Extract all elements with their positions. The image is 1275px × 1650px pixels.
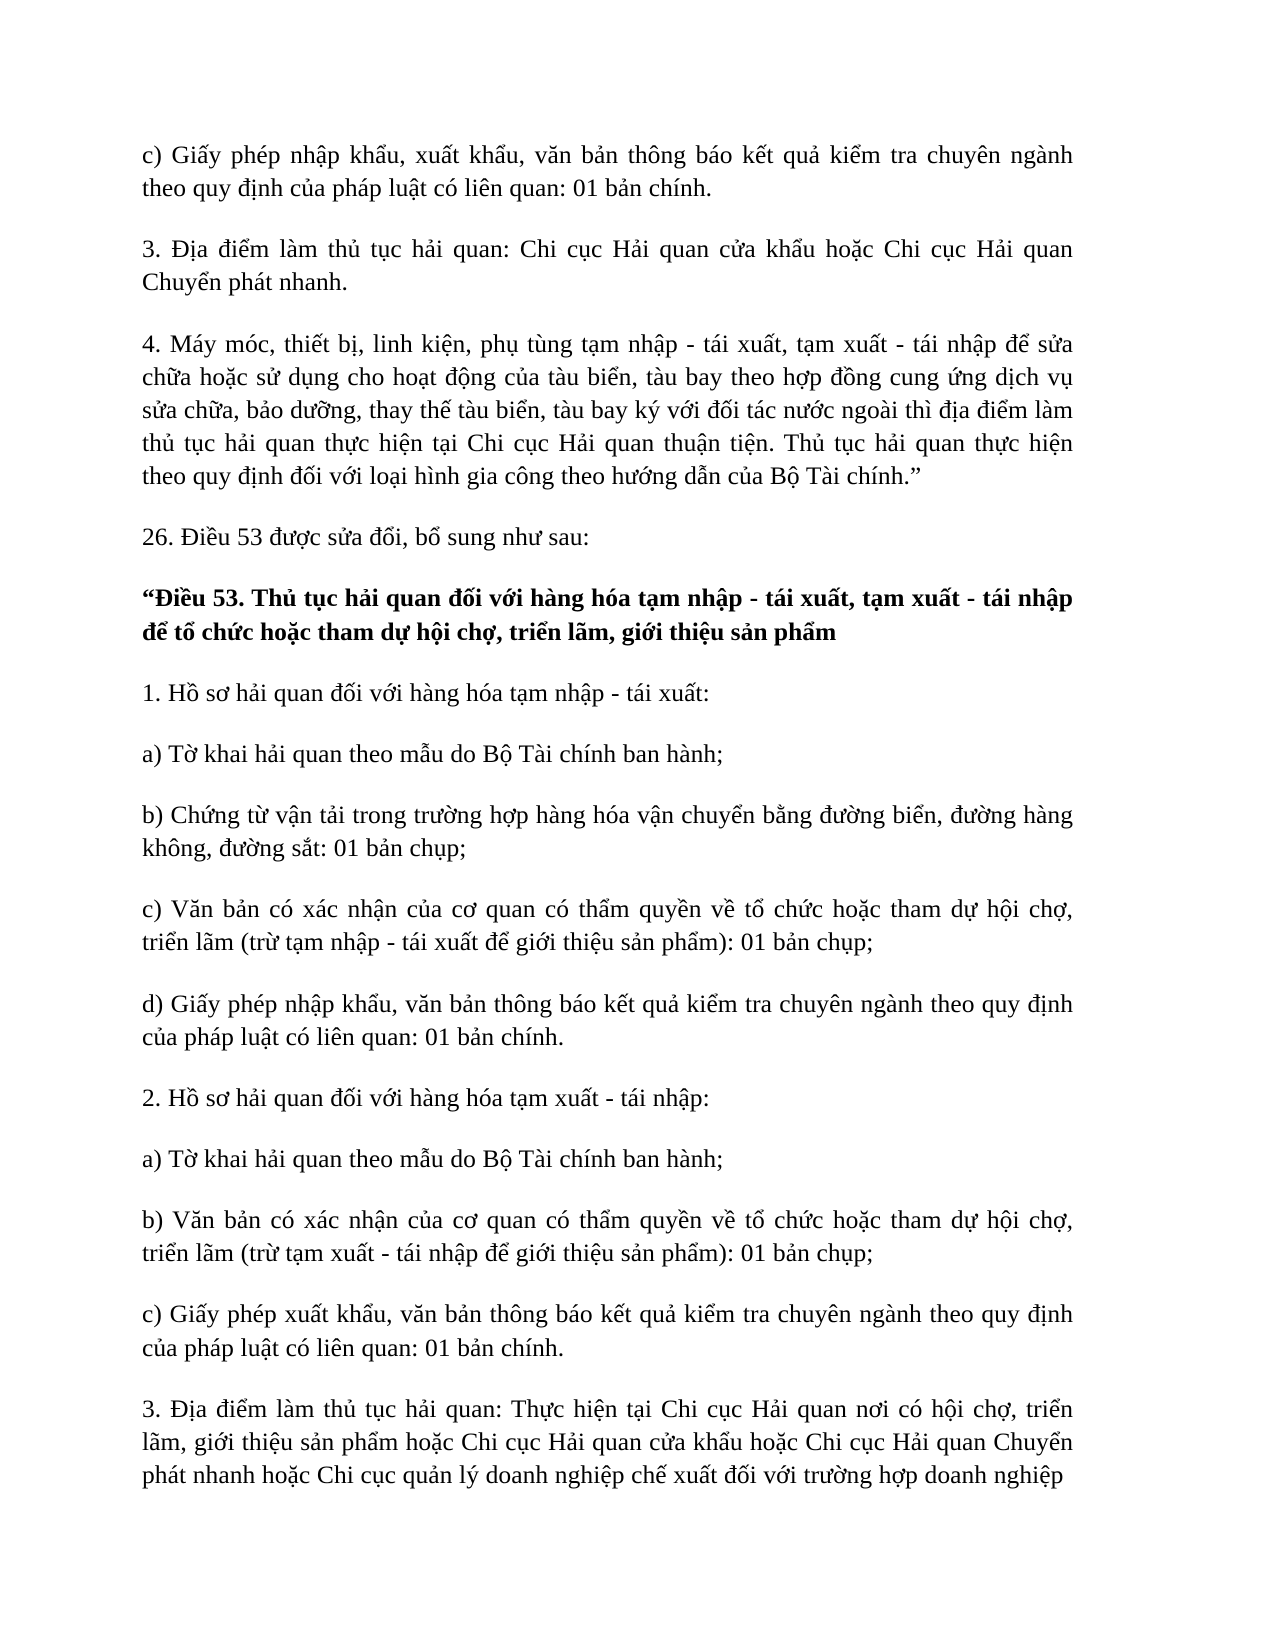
paragraph-2a-to-khai-hai-quan: a) Tờ khai hải quan theo mẫu do Bộ Tài chính ban hành; — [142, 1143, 724, 1173]
document-body — [142, 138, 1073, 1491]
heading-dieu-53: “Điều 53. Thủ tục hải quan đối với hàng hóa tạm nhập - tái xuất, tạm xuất - tái nhập để tổ chức hoặc tham dự hội chợ, triển lãm, giới thiệu sản phẩm — [142, 583, 1073, 646]
paragraph-c-giay-phep-nhap-khau: c) Giấy phép nhập khẩu, xuất khẩu, văn bản thông báo kết quả kiểm tra chuyên ngành theo quy định của pháp luật có liên quan: 01 bản chính. — [142, 140, 1073, 203]
paragraph-26-dieu-53-sua-doi: 26. Điều 53 được sửa đổi, bổ sung như sau: — [142, 522, 590, 552]
paragraph-3-dia-diem-thuc-hien: 3. Địa điểm làm thủ tục hải quan: Thực hiện tại Chi cục Hải quan nơi có hội chợ, triển lãm, giới thiệu sản phẩm hoặc Chi cục Hải quan cửa khẩu hoặc Chi cục Hải quan Chuyển phát nhanh hoặc Chi cục quản lý doanh nghiệp chế xuất đối với trường hợp doanh nghiệp — [142, 1393, 1073, 1489]
paragraph-2-ho-so-hai-quan-tam-xuat: 2. Hồ sơ hải quan đối với hàng hóa tạm xuất - tái nhập: — [142, 1082, 710, 1112]
paragraph-1-ho-so-hai-quan-tam-nhap: 1. Hồ sơ hải quan đối với hàng hóa tạm nhập - tái xuất: — [142, 677, 710, 707]
paragraph-3-dia-diem-lam-thu-tuc: 3. Địa điểm làm thủ tục hải quan: Chi cục Hải quan cửa khẩu hoặc Chi cục Hải quan Chuyển phát nhanh. — [142, 234, 1073, 297]
paragraph-1c-van-ban-xac-nhan: c) Văn bản có xác nhận của cơ quan có thẩm quyền về tổ chức hoặc tham dự hội chợ, triển lãm (trừ tạm nhập - tái xuất để giới thiệu sản phẩm): 01 bản chụp; — [142, 894, 1073, 957]
paragraph-2b-van-ban-xac-nhan: b) Văn bản có xác nhận của cơ quan có thẩm quyền về tổ chức hoặc tham dự hội chợ, triển lãm (trừ tạm xuất - tái nhập để giới thiệu sản phẩm): 01 bản chụp; — [142, 1205, 1073, 1268]
paragraph-2c-giay-phep-xuat-khau: c) Giấy phép xuất khẩu, văn bản thông báo kết quả kiểm tra chuyên ngành theo quy định của pháp luật có liên quan: 01 bản chính. — [142, 1299, 1073, 1362]
paragraph-1a-to-khai-hai-quan: a) Tờ khai hải quan theo mẫu do Bộ Tài chính ban hành; — [142, 738, 724, 768]
paragraph-4-may-moc-thiet-bi: 4. Máy móc, thiết bị, linh kiện, phụ tùng tạm nhập - tái xuất, tạm xuất - tái nhập để sửa chữa hoặc sử dụng cho hoạt động của tàu biển, tàu bay theo hợp đồng cung ứng dịch vụ sửa chữa, bảo dưỡng, thay thế tàu biển, tàu bay ký với đối tác nước ngoài thì địa điểm làm thủ tục hải quan thực hiện tại Chi cục Hải quan thuận tiện. Thủ tục hải quan thực hiện theo quy định đối với loại hình gia công theo hướng dẫn của Bộ Tài chính.” — [142, 328, 1073, 491]
paragraph-1d-giay-phep-nhap-khau: d) Giấy phép nhập khẩu, văn bản thông báo kết quả kiểm tra chuyên ngành theo quy định của pháp luật có liên quan: 01 bản chính. — [142, 988, 1073, 1051]
paragraph-1b-chung-tu-van-tai: b) Chứng từ vận tải trong trường hợp hàng hóa vận chuyển bằng đường biển, đường hàng không, đường sắt: 01 bản chụp; — [142, 799, 1073, 863]
